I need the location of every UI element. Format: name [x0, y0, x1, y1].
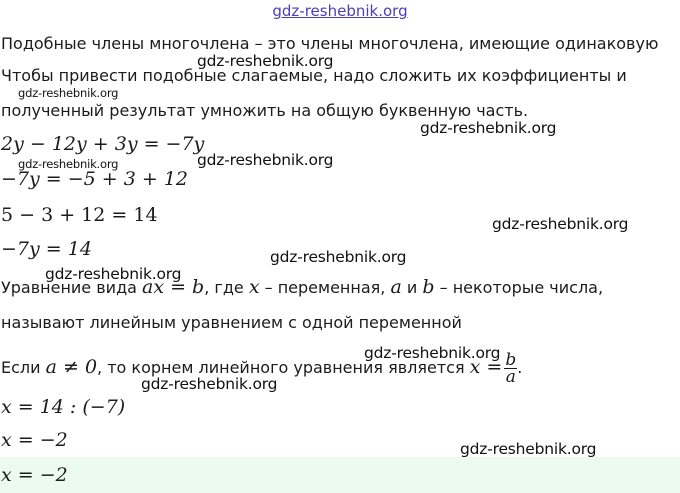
watermark: gdz-reshebnik.org: [364, 344, 501, 362]
watermark: gdz-reshebnik.org: [270, 248, 407, 266]
equation-1: 2y − 12y + 3y = −7y: [1, 133, 205, 155]
fraction-numerator: b: [505, 350, 517, 370]
answer-highlight: [0, 457, 680, 493]
equation-2: −7y = −5 + 3 + 12: [1, 168, 189, 190]
solution-step-2: x = −2: [1, 429, 68, 451]
var-b: b: [422, 276, 435, 298]
watermark: gdz-reshebnik.org: [18, 86, 119, 100]
definition-line-1: Подобные члены многочлена – это члены многочлена, имеющие одинаковую: [1, 34, 659, 53]
solution-step-1: x = 14 : (−7): [1, 396, 126, 418]
root-fraction: [504, 352, 517, 385]
root-text-a: Если: [1, 358, 46, 377]
linear-def-text-b: , где: [204, 278, 249, 297]
watermark: gdz-reshebnik.org: [45, 265, 182, 283]
watermark: gdz-reshebnik.org: [197, 151, 334, 169]
ax-eq-b: ax = b: [142, 276, 205, 298]
var-a: a: [390, 276, 402, 298]
root-text-b: , то корнем линейного уравнения является: [97, 358, 470, 377]
watermark: gdz-reshebnik.org: [492, 215, 629, 233]
rule-line-1: Чтобы привести подобные слагаемые, надо сложить их коэффициенты и: [1, 66, 627, 85]
linear-definition-line-2: называют линейным уравнением с одной переменной: [1, 313, 462, 332]
site-link[interactable]: gdz-reshebnik.org: [272, 2, 408, 20]
linear-def-text-d: и: [401, 278, 423, 297]
root-text-c: .: [517, 358, 523, 377]
watermark: gdz-reshebnik.org: [18, 157, 119, 171]
equation-4: −7y = 14: [1, 238, 92, 260]
watermark: gdz-reshebnik.org: [197, 52, 334, 70]
linear-def-text-c: – переменная,: [259, 278, 391, 297]
equation-3: 5 − 3 + 12 = 14: [1, 204, 158, 226]
watermark: gdz-reshebnik.org: [420, 119, 557, 137]
linear-def-text-e: – некоторые числа,: [434, 278, 604, 297]
watermark: gdz-reshebnik.org: [141, 375, 278, 393]
fraction-denominator: a: [505, 367, 516, 387]
a-neq-zero: a ≠ 0: [45, 356, 98, 378]
linear-def-text-a: Уравнение вида: [1, 278, 143, 297]
watermark: gdz-reshebnik.org: [460, 440, 597, 458]
x-equals: x =: [469, 356, 503, 378]
final-answer: x = −2: [1, 464, 68, 486]
rule-line-2: полученный результат умножить на общую буквенную часть.: [1, 101, 529, 120]
var-x: x: [248, 276, 260, 298]
